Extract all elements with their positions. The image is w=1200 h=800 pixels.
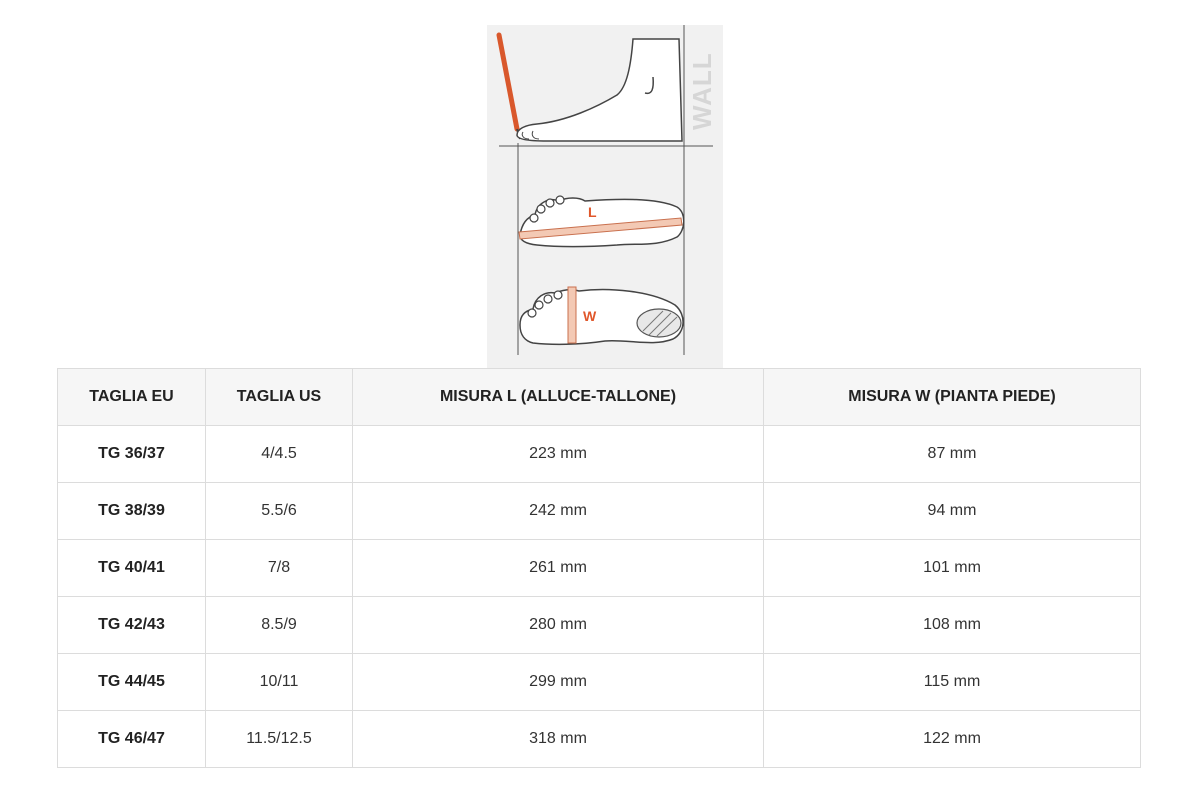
table-row — [58, 711, 1141, 768]
table-header-row — [58, 369, 1141, 426]
foot-length-view — [519, 196, 684, 247]
length-cell: 261 mm — [353, 540, 764, 597]
length-label: L — [588, 204, 597, 220]
width-cell: 108 mm — [764, 597, 1141, 654]
foot-measurement-diagram — [487, 25, 723, 368]
us-size-cell: 10/11 — [206, 654, 353, 711]
length-cell: 242 mm — [353, 483, 764, 540]
heel-hatch-icon — [637, 309, 681, 337]
length-cell: 223 mm — [353, 426, 764, 483]
eu-size-cell: TG 42/43 — [58, 597, 206, 654]
eu-size-cell: TG 44/45 — [58, 654, 206, 711]
foot-measurement-illustration — [487, 25, 723, 368]
size-chart-table — [57, 368, 1141, 768]
pencil-icon — [499, 35, 520, 139]
width-label: W — [583, 308, 597, 324]
eu-size-cell: TG 36/37 — [58, 426, 206, 483]
us-size-cell: 8.5/9 — [206, 597, 353, 654]
width-cell: 101 mm — [764, 540, 1141, 597]
us-size-cell: 7/8 — [206, 540, 353, 597]
length-cell: 318 mm — [353, 711, 764, 768]
table-row — [58, 654, 1141, 711]
table-row — [58, 597, 1141, 654]
header-us-size: TAGLIA US — [206, 369, 353, 426]
width-ruler-icon — [568, 287, 576, 343]
eu-size-cell: TG 38/39 — [58, 483, 206, 540]
header-width-measure: MISURA W (PIANTA PIEDE) — [764, 369, 1141, 426]
us-size-cell: 5.5/6 — [206, 483, 353, 540]
header-length-measure: MISURA L (ALLUCE-TALLONE) — [353, 369, 764, 426]
width-cell: 115 mm — [764, 654, 1141, 711]
table-row — [58, 540, 1141, 597]
eu-size-cell: TG 46/47 — [58, 711, 206, 768]
width-cell: 94 mm — [764, 483, 1141, 540]
wall-label: WALL — [687, 52, 717, 130]
width-cell: 122 mm — [764, 711, 1141, 768]
eu-size-cell: TG 40/41 — [58, 540, 206, 597]
table-row — [58, 483, 1141, 540]
side-foot-icon — [517, 39, 682, 141]
length-cell: 299 mm — [353, 654, 764, 711]
table-row — [58, 426, 1141, 483]
length-cell: 280 mm — [353, 597, 764, 654]
header-eu-size: TAGLIA EU — [58, 369, 206, 426]
us-size-cell: 4/4.5 — [206, 426, 353, 483]
width-cell: 87 mm — [764, 426, 1141, 483]
us-size-cell: 11.5/12.5 — [206, 711, 353, 768]
foot-width-view — [520, 287, 683, 344]
